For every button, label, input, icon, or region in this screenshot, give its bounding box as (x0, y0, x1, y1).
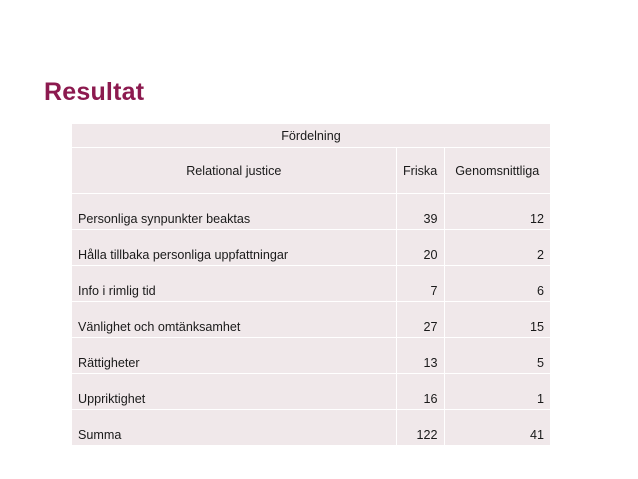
table-row (72, 194, 551, 230)
friska-value: 16 (396, 374, 444, 410)
genomsnittliga-value: 15 (444, 302, 550, 338)
group-header-row (72, 124, 551, 148)
table-row (72, 266, 551, 302)
genomsnittliga-value: 5 (444, 338, 550, 374)
friska-value: 39 (396, 194, 444, 230)
row-label: Personliga synpunkter beaktas (72, 194, 397, 230)
col-header-genomsnittliga: Genomsnittliga (444, 148, 550, 194)
friska-value: 20 (396, 230, 444, 266)
group-header: Fördelning (72, 124, 551, 148)
genomsnittliga-value: 1 (444, 374, 550, 410)
genomsnittliga-value: 6 (444, 266, 550, 302)
row-label: Uppriktighet (72, 374, 397, 410)
genomsnittliga-value: 2 (444, 230, 550, 266)
friska-value: 7 (396, 266, 444, 302)
distribution-table (71, 123, 551, 446)
col-header-friska: Friska (396, 148, 444, 194)
col-header-relational-justice: Relational justice (72, 148, 397, 194)
column-header-row (72, 148, 551, 194)
friska-value: 13 (396, 338, 444, 374)
table-row-total (72, 410, 551, 446)
row-label: Vänlighet och omtänksamhet (72, 302, 397, 338)
row-label: Rättigheter (72, 338, 397, 374)
table-row (72, 338, 551, 374)
row-label: Hålla tillbaka personliga uppfattningar (72, 230, 397, 266)
page-title: Resultat (44, 78, 145, 106)
table-row (72, 230, 551, 266)
friska-value: 27 (396, 302, 444, 338)
row-label: Summa (72, 410, 397, 446)
table-row (72, 302, 551, 338)
row-label: Info i rimlig tid (72, 266, 397, 302)
genomsnittliga-value: 41 (444, 410, 550, 446)
genomsnittliga-value: 12 (444, 194, 550, 230)
table-row (72, 374, 551, 410)
friska-value: 122 (396, 410, 444, 446)
